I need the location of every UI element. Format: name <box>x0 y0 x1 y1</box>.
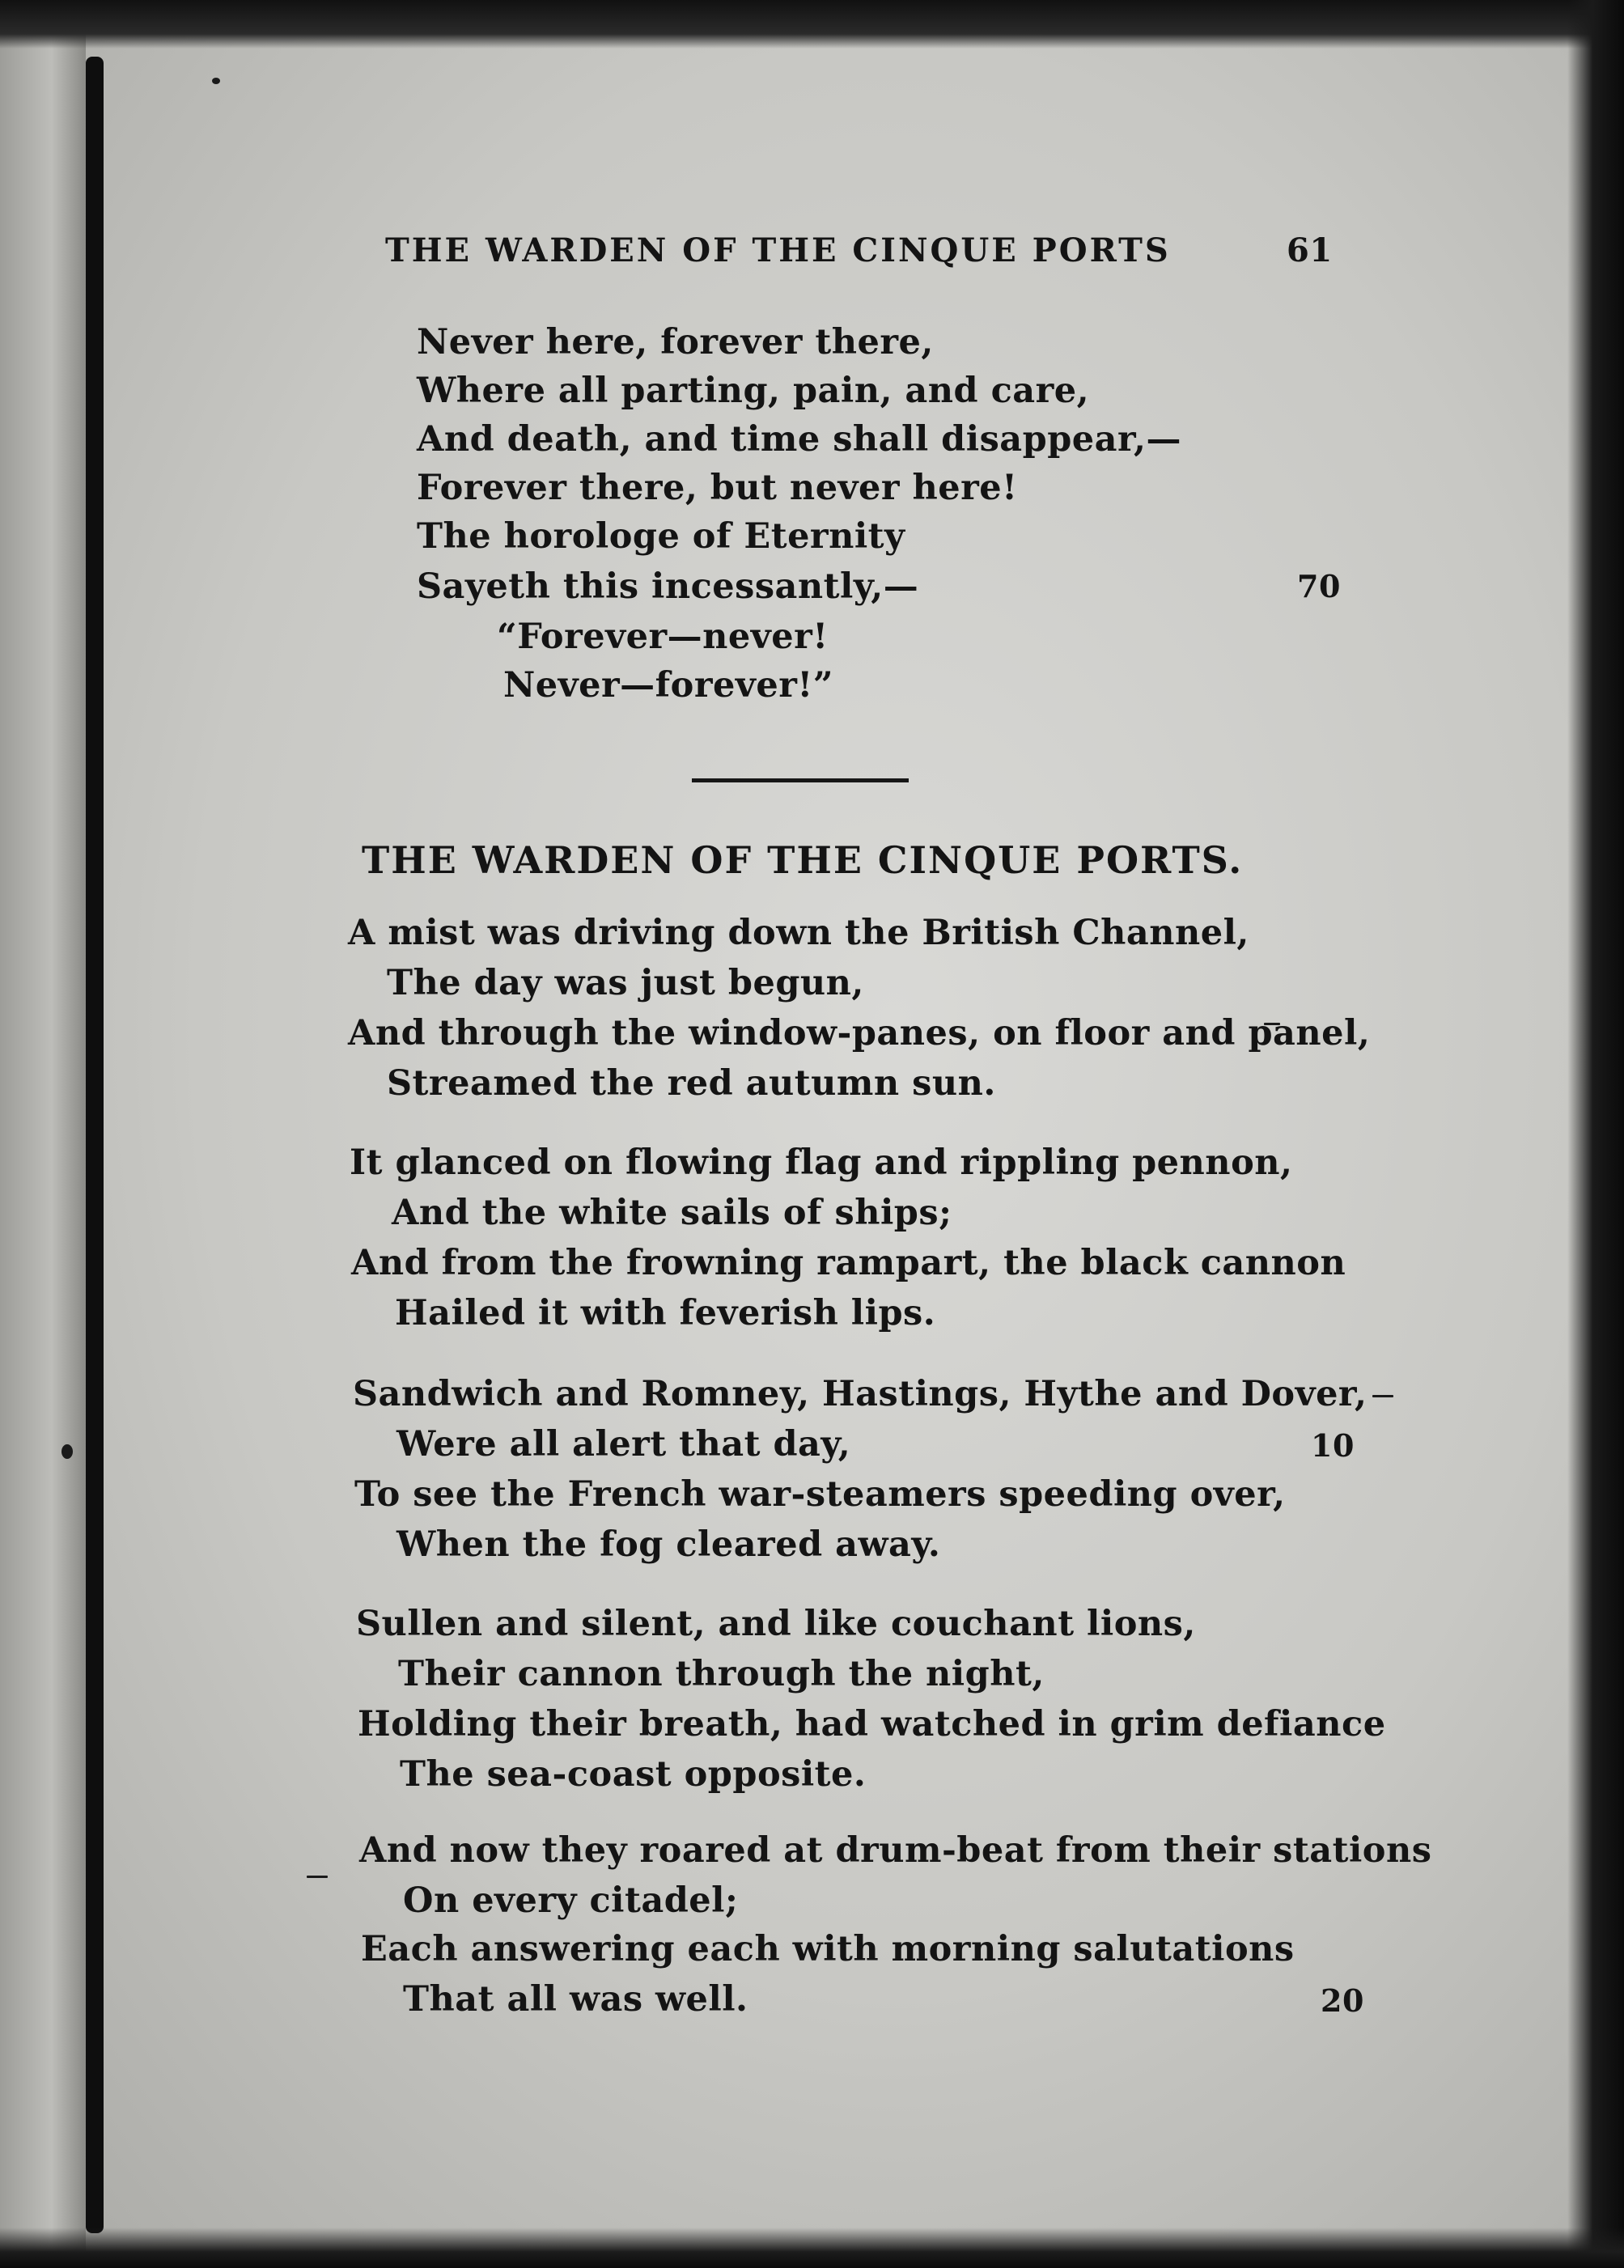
verse-line: Sayeth this incessantly,— <box>417 566 919 607</box>
line-number: 20 <box>1321 1982 1364 2019</box>
verse-line: And now they roared at drum-beat from their stations <box>359 1830 1432 1871</box>
poem-title: THE WARDEN OF THE CINQUE PORTS. <box>362 838 1244 882</box>
verse-line: A mist was driving down the British Channel, <box>348 913 1249 953</box>
section-divider <box>692 778 909 782</box>
verse-line: And from the frowning rampart, the black cannon <box>351 1243 1346 1283</box>
verse-line: The sea-coast opposite. <box>400 1754 867 1795</box>
line-number: 10 <box>1311 1427 1355 1464</box>
verse-line: Never here, forever there, <box>417 322 934 362</box>
scan-border-bottom <box>0 2228 1624 2268</box>
verse-line: Forever there, but never here! <box>417 468 1018 508</box>
verse-line: Were all alert that day, <box>396 1424 851 1465</box>
speck <box>212 78 220 84</box>
verse-line: It glanced on flowing flag and rippling pennon, <box>350 1142 1293 1183</box>
verse-line: The day was just begun, <box>387 963 864 1003</box>
verse-line: “Forever—never! <box>497 617 829 657</box>
verse-line: The horologe of Eternity <box>417 516 905 557</box>
speck <box>1372 1395 1393 1397</box>
line-number: 70 <box>1297 568 1341 604</box>
verse-line: Their cannon through the night, <box>398 1654 1045 1694</box>
verse-line: Each answering each with morning salutations <box>361 1929 1295 1969</box>
verse-line: And the white sails of ships; <box>392 1193 952 1233</box>
binding-shadow <box>0 0 86 2268</box>
verse-line: Never—forever!” <box>503 665 833 706</box>
verse-line: And death, and time shall disappear,— <box>417 419 1181 460</box>
verse-line: Holding their breath, had watched in grim defiance <box>358 1704 1386 1744</box>
verse-line: Sandwich and Romney, Hastings, Hythe and Dover, <box>353 1374 1367 1414</box>
page-number: 61 <box>1287 231 1333 269</box>
verse-line: Sullen and silent, and like couchant lions, <box>356 1604 1196 1644</box>
verse-line: That all was well. <box>403 1979 748 2020</box>
verse-line: On every citadel; <box>403 1880 739 1921</box>
speck <box>61 1444 73 1459</box>
scan-border-top <box>0 0 1624 49</box>
running-head: THE WARDEN OF THE CINQUE PORTS <box>385 231 1171 269</box>
verse-line: When the fog cleared away. <box>396 1524 941 1565</box>
binding-gutter <box>86 57 104 2233</box>
speck <box>307 1876 328 1878</box>
verse-line: Where all parting, pain, and care, <box>417 371 1090 411</box>
verse-line: To see the French war-steamers speeding over, <box>354 1474 1286 1515</box>
verse-line: Hailed it with feverish lips. <box>395 1293 936 1333</box>
verse-line: And through the window-panes, on floor and panel, <box>348 1013 1371 1053</box>
verse-line: Streamed the red autumn sun. <box>387 1063 996 1104</box>
scan-border-right <box>1567 0 1624 2268</box>
